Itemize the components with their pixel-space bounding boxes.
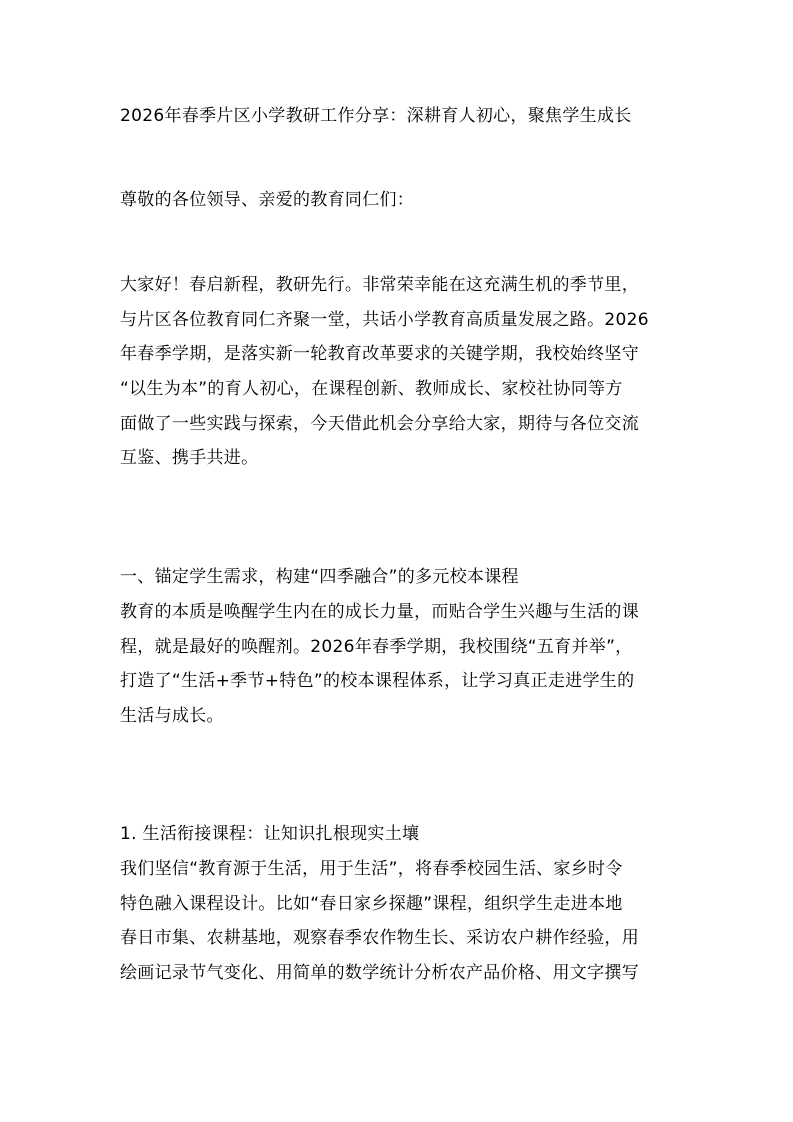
salutation: 尊敬的各位领导、亲爱的教育同仁们： — [120, 190, 415, 210]
section-line: 教育的本质是唤醒学生内在的成长力量，而贴合学生兴趣与生活的课 — [120, 602, 639, 622]
subsection-line: 绘画记录节气变化、用简单的数学统计分析农产品价格、用文字撰写 — [120, 963, 639, 983]
subsection-line: 春日市集、农耕基地，观察春季农作物生长、采访农户耕作经验，用 — [120, 928, 639, 948]
section-line: 打造了“生活+季节+特色”的校本课程体系，让学习真正走进学生的 — [120, 671, 635, 691]
intro-line: 大家好！春启新程，教研先行。非常荣幸能在这充满生机的季节里， — [120, 275, 639, 295]
intro-line: 互鉴、携手共进。 — [120, 448, 259, 468]
section-line: 生活与成长。 — [120, 706, 224, 726]
section-line: 程，就是最好的唤醒剂。2026年春季学期，我校围绕“五育并举”， — [120, 637, 633, 657]
intro-line: 面做了一些实践与探索，今天借此机会分享给大家，期待与各位交流 — [120, 414, 639, 434]
document-title: 2026年春季片区小学教研工作分享：深耕育人初心，聚焦学生成长 — [120, 106, 632, 126]
intro-line: “以生为本”的育人初心，在课程创新、教师成长、家校社协同等方 — [120, 379, 623, 399]
subsection-line: 我们坚信“教育源于生活，用于生活”，将春季校园生活、家乡时令 — [120, 859, 623, 879]
subsection-line: 特色融入课程设计。比如“春日家乡探趣”课程，组织学生走进本地 — [120, 894, 623, 914]
section-heading: 一、锚定学生需求，构建“四季融合”的多元校本课程 — [120, 567, 519, 587]
intro-line: 与片区各位教育同仁齐聚一堂，共话小学教育高质量发展之路。2026 — [120, 310, 649, 330]
intro-line: 年春季学期，是落实新一轮教育改革要求的关键学期，我校始终坚守 — [120, 344, 639, 364]
subsection-heading: 1. 生活衔接课程：让知识扎根现实土壤 — [120, 824, 420, 844]
